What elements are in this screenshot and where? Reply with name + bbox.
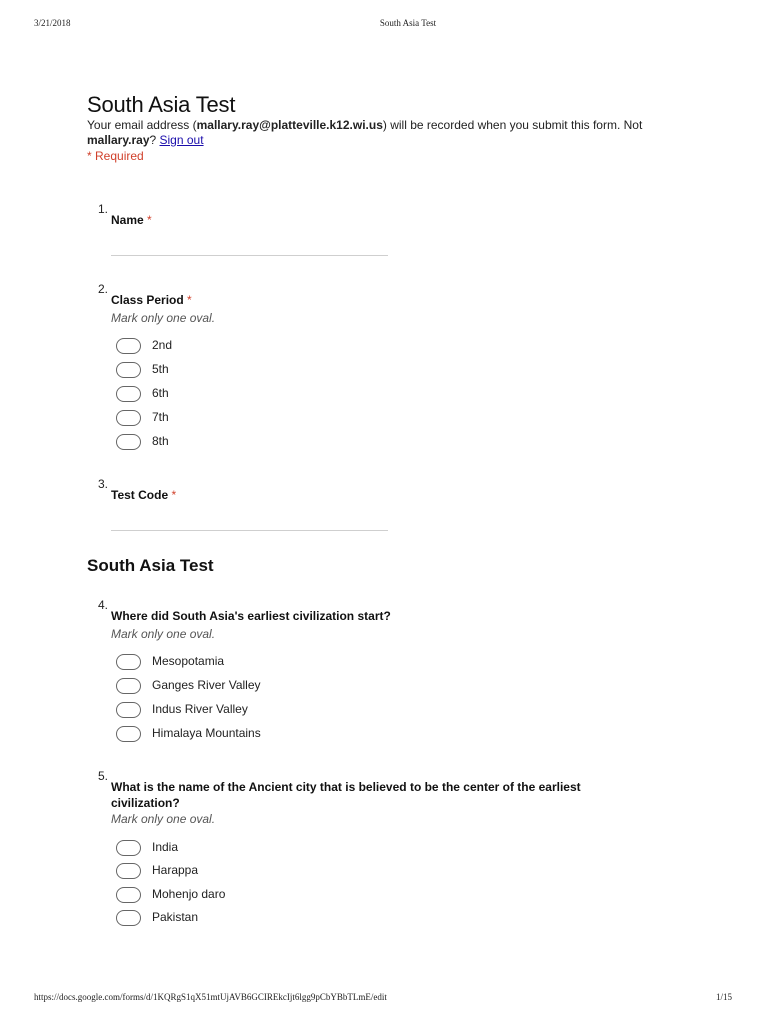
option-row[interactable] [116,725,416,745]
test-code-input[interactable] [111,530,388,531]
section-title: South Asia Test [87,556,214,575]
option-label: Harappa [152,863,199,877]
option-label: 5th [152,362,169,376]
help-text: Mark only one oval. [111,311,216,325]
question-title-text: Where did South Asia's earliest civilization start? [111,609,391,623]
required-note: * Required [87,149,144,163]
question-number: 4. [98,598,109,612]
required-star: * [187,293,192,307]
radio-oval[interactable] [116,863,141,879]
option-label: 7th [152,410,169,424]
option-label: Mohenjo daro [152,887,226,901]
option-row[interactable] [116,862,416,882]
radio-oval[interactable] [116,654,141,670]
name-input[interactable] [111,255,388,256]
radio-oval[interactable] [116,726,141,742]
option-row[interactable] [116,677,416,697]
option-label: Mesopotamia [152,654,225,668]
option-label: India [152,840,179,854]
option-row[interactable] [116,909,416,929]
radio-oval[interactable] [116,362,141,378]
print-title: South Asia Test [379,18,437,28]
option-row[interactable] [116,385,416,405]
radio-oval[interactable] [116,840,141,856]
option-row[interactable] [116,886,416,906]
option-label: Pakistan [152,910,199,924]
print-url: https://docs.google.com/forms/d/1KQRgS1qX51mtUjAVB6GCIREkcIjt6lgg9pCbYBbTLmE/edit [34,992,387,1002]
user-suffix: ? [149,133,160,147]
option-label: Ganges River Valley [152,678,261,692]
option-label: 6th [152,386,169,400]
option-row[interactable] [116,337,416,357]
question-title-test-code [111,487,631,503]
required-star: * [171,488,177,502]
user-name: mallary.ray [87,133,150,147]
radio-oval[interactable] [116,434,141,450]
email-suffix: ) will be recorded when you submit this form. Not [382,118,643,132]
radio-oval[interactable] [116,338,141,354]
question-title-name [111,212,631,228]
option-label: Indus River Valley [152,702,248,716]
question-title-text: Class Period [111,293,184,307]
option-row[interactable] [116,701,416,721]
form-title: South Asia Test [87,92,236,117]
question-title-text: Test Code [111,488,169,502]
email-prefix: Your email address ( [87,118,197,132]
question-title-earliest-civilization [111,608,631,624]
help-text: Mark only one oval. [111,627,216,641]
radio-oval[interactable] [116,887,141,903]
option-row[interactable] [116,839,416,859]
print-date: 3/21/2018 [34,18,71,28]
radio-oval[interactable] [116,386,141,402]
question-title-ancient-city [111,779,611,811]
question-title-class-period [111,292,631,308]
help-text: Mark only one oval. [111,812,216,826]
radio-oval[interactable] [116,678,141,694]
option-row[interactable] [116,409,416,429]
question-title-text: What is the name of the Ancient city that is believed to be the center of the earliest civilization? [111,780,581,810]
radio-oval[interactable] [116,910,141,926]
option-label: 2nd [152,338,173,352]
sign-out-link[interactable]: Sign out [159,133,204,147]
radio-oval[interactable] [116,702,141,718]
question-number: 5. [98,769,109,783]
question-number: 3. [98,477,109,491]
option-row[interactable] [116,361,416,381]
option-label: Himalaya Mountains [152,726,261,740]
radio-oval[interactable] [116,410,141,426]
question-number: 2. [98,282,109,296]
print-page-number: 1/15 [716,992,733,1002]
question-number: 1. [98,202,109,216]
option-row[interactable] [116,433,416,453]
email-notice [87,118,687,148]
email-address: mallary.ray@platteville.k12.wi.us [196,118,383,132]
question-title-text: Name [111,213,144,227]
option-row[interactable] [116,653,416,673]
option-label: 8th [152,434,169,448]
required-star: * [147,213,152,227]
